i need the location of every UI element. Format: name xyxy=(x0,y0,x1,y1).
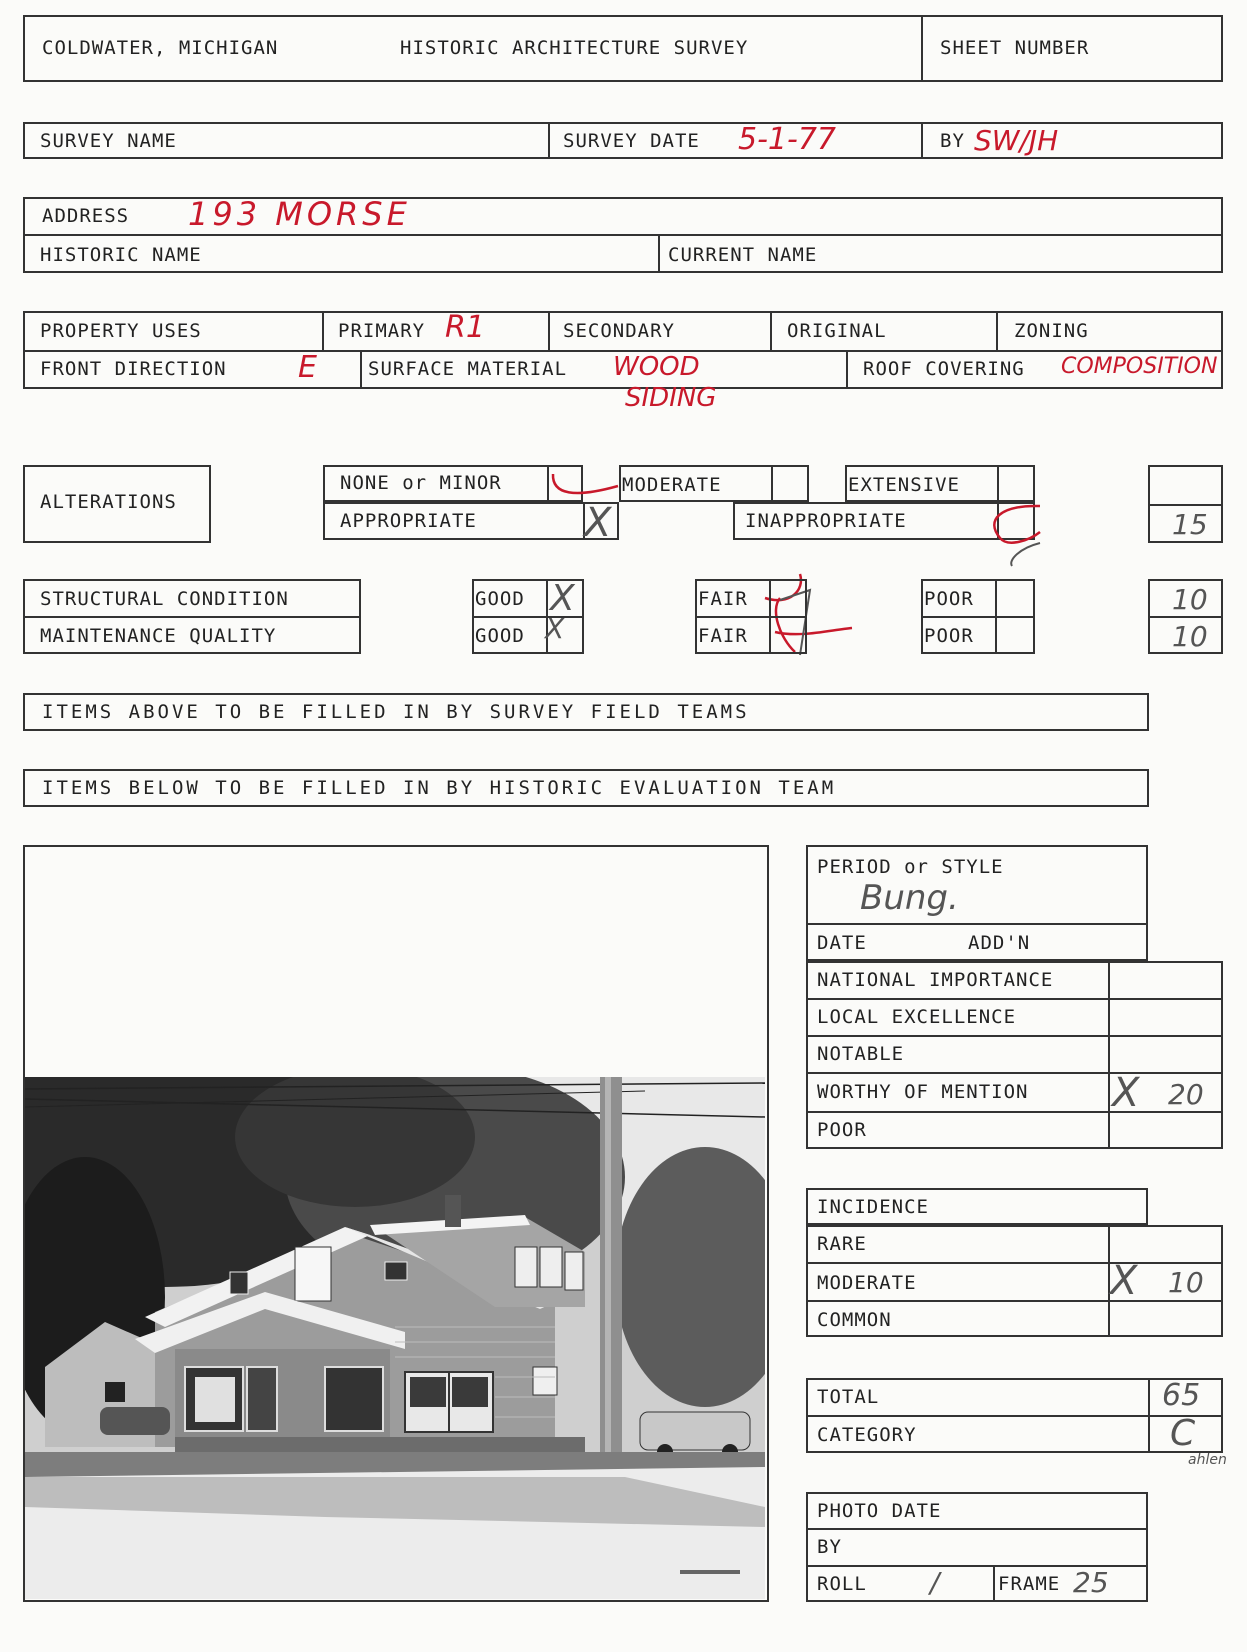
primary-label: PRIMARY xyxy=(338,320,426,342)
condition-labels-divider xyxy=(23,616,361,618)
importance-row-1 xyxy=(806,998,1223,1000)
surface-material-label: SURFACE MATERIAL xyxy=(368,358,568,380)
surface-divider xyxy=(360,350,362,389)
notable-label: NOTABLE xyxy=(817,1043,905,1065)
importance-row-4 xyxy=(806,1111,1223,1113)
roll-frame-divider xyxy=(993,1565,995,1602)
national-importance-label: NATIONAL IMPORTANCE xyxy=(817,969,1054,991)
total-label: TOTAL xyxy=(817,1386,880,1408)
structural-poor-label: POOR xyxy=(924,588,974,610)
zoning-label: ZONING xyxy=(1014,320,1089,342)
front-direction-value: E xyxy=(298,350,317,385)
survey-by-label: BY xyxy=(940,130,965,152)
importance-row-2 xyxy=(806,1035,1223,1037)
none-minor-label: NONE or MINOR xyxy=(340,472,502,494)
alterations-score-divider xyxy=(1148,504,1223,506)
structural-condition-label: STRUCTURAL CONDITION xyxy=(40,588,289,610)
structural-fair-label: FAIR xyxy=(698,588,748,610)
extensive-label: EXTENSIVE xyxy=(848,474,960,496)
rare-label: RARE xyxy=(817,1233,867,1255)
original-label: ORIGINAL xyxy=(787,320,887,342)
condition-score-divider xyxy=(1148,616,1223,618)
survey-divider-2 xyxy=(921,122,923,159)
extensive-check-divider xyxy=(997,465,999,502)
address-value: 193 MORSE xyxy=(188,195,411,233)
category-value: C xyxy=(1170,1413,1196,1454)
poor-label: POOR xyxy=(817,1119,867,1141)
worthy-check: X xyxy=(1112,1070,1140,1116)
current-name-label: CURRENT NAME xyxy=(668,244,818,266)
inappropriate-label: INAPPROPRIATE xyxy=(745,510,907,532)
maintenance-good-label: GOOD xyxy=(475,625,525,647)
maintenance-good-check: X xyxy=(545,612,565,645)
alterations-score: 15 xyxy=(1172,508,1208,541)
current-name-divider xyxy=(658,234,660,273)
frame-value: 25 xyxy=(1073,1566,1109,1599)
survey-name-label: SURVEY NAME xyxy=(40,130,177,152)
surface-material-value-2: SIDING xyxy=(625,383,717,413)
photo-by-label: BY xyxy=(817,1536,842,1558)
total-value: 65 xyxy=(1162,1378,1201,1413)
primary-divider xyxy=(322,311,324,350)
date-label: DATE xyxy=(817,932,867,954)
maintenance-poor-label: POOR xyxy=(924,625,974,647)
local-excellence-label: LOCAL EXCELLENCE xyxy=(817,1006,1017,1028)
maintenance-quality-label: MAINTENANCE QUALITY xyxy=(40,625,277,647)
roof-covering-label: ROOF COVERING xyxy=(863,358,1025,380)
survey-by-value: SW/JH xyxy=(974,124,1059,157)
moderate-label: MODERATE xyxy=(622,474,722,496)
moderate-incidence-score: 10 xyxy=(1168,1266,1204,1299)
category-note: ahlen xyxy=(1188,1452,1227,1468)
roll-label: ROLL xyxy=(817,1573,867,1595)
worthy-score: 20 xyxy=(1168,1078,1204,1111)
address-label: ADDRESS xyxy=(42,205,130,227)
period-date-divider xyxy=(806,923,1148,925)
secondary-divider xyxy=(548,311,550,350)
inappropriate-check-divider xyxy=(997,502,999,540)
category-label: CATEGORY xyxy=(817,1424,917,1446)
totals-divider xyxy=(806,1415,1223,1417)
moderate-incidence-label: MODERATE xyxy=(817,1272,917,1294)
header-divider xyxy=(921,15,923,82)
form-title: HISTORIC ARCHITECTURE SURVEY xyxy=(400,37,749,59)
roof-covering-value: COMPOSITION xyxy=(1061,354,1218,379)
importance-row-3 xyxy=(806,1072,1223,1074)
structural-score: 10 xyxy=(1172,583,1208,616)
photo-info-row-1 xyxy=(806,1528,1148,1530)
addn-label: ADD'N xyxy=(968,932,1031,954)
address-divider xyxy=(23,234,1223,236)
importance-check-divider xyxy=(1108,961,1110,1149)
house-photograph xyxy=(25,1077,765,1599)
period-style-label: PERIOD or STYLE xyxy=(817,856,1004,878)
moderate-incidence-check: X xyxy=(1110,1258,1138,1304)
photo-date-label: PHOTO DATE xyxy=(817,1500,942,1522)
appropriate-label: APPROPRIATE xyxy=(340,510,477,532)
zoning-divider xyxy=(996,311,998,350)
roof-divider xyxy=(846,350,848,389)
sheet-number-label: SHEET NUMBER xyxy=(940,37,1090,59)
primary-value: R1 xyxy=(445,310,485,345)
survey-divider-1 xyxy=(548,122,550,159)
fair-divider xyxy=(695,616,807,618)
front-direction-label: FRONT DIRECTION xyxy=(40,358,227,380)
incidence-label: INCIDENCE xyxy=(817,1196,929,1218)
poor-divider xyxy=(921,616,1035,618)
survey-date-value: 5-1-77 xyxy=(738,122,836,157)
surface-material-value-1: WOOD xyxy=(613,352,700,382)
frame-label: FRAME xyxy=(998,1573,1061,1595)
period-style-value: Bung. xyxy=(860,878,959,918)
maintenance-fair-label: FAIR xyxy=(698,625,748,647)
city-label: COLDWATER, MICHIGAN xyxy=(42,37,279,59)
historic-name-label: HISTORIC NAME xyxy=(40,244,202,266)
house-photo-image xyxy=(25,1077,765,1599)
incidence-row-1 xyxy=(806,1262,1223,1264)
items-above-note: ITEMS ABOVE TO BE FILLED IN BY SURVEY FIELD TEAMS xyxy=(42,701,750,723)
original-divider xyxy=(770,311,772,350)
poor-check-divider xyxy=(995,579,997,654)
none-minor-check-divider xyxy=(547,465,549,502)
property-uses-label: PROPERTY USES xyxy=(40,320,202,342)
incidence-row-2 xyxy=(806,1300,1223,1302)
items-below-note: ITEMS BELOW TO BE FILLED IN BY HISTORIC EVALUATION TEAM xyxy=(42,777,837,799)
structural-good-check: X xyxy=(550,578,575,619)
roll-value: / xyxy=(930,1566,940,1599)
alterations-label: ALTERATIONS xyxy=(40,491,177,513)
worthy-of-mention-label: WORTHY OF MENTION xyxy=(817,1081,1029,1103)
secondary-label: SECONDARY xyxy=(563,320,675,342)
totals-value-divider xyxy=(1148,1378,1150,1453)
survey-date-label: SURVEY DATE xyxy=(563,130,700,152)
common-label: COMMON xyxy=(817,1309,892,1331)
appropriate-check: X xyxy=(584,500,612,546)
fair-check-divider xyxy=(769,579,771,654)
structural-good-label: GOOD xyxy=(475,588,525,610)
moderate-check-divider xyxy=(771,465,773,502)
maintenance-score: 10 xyxy=(1172,620,1208,653)
